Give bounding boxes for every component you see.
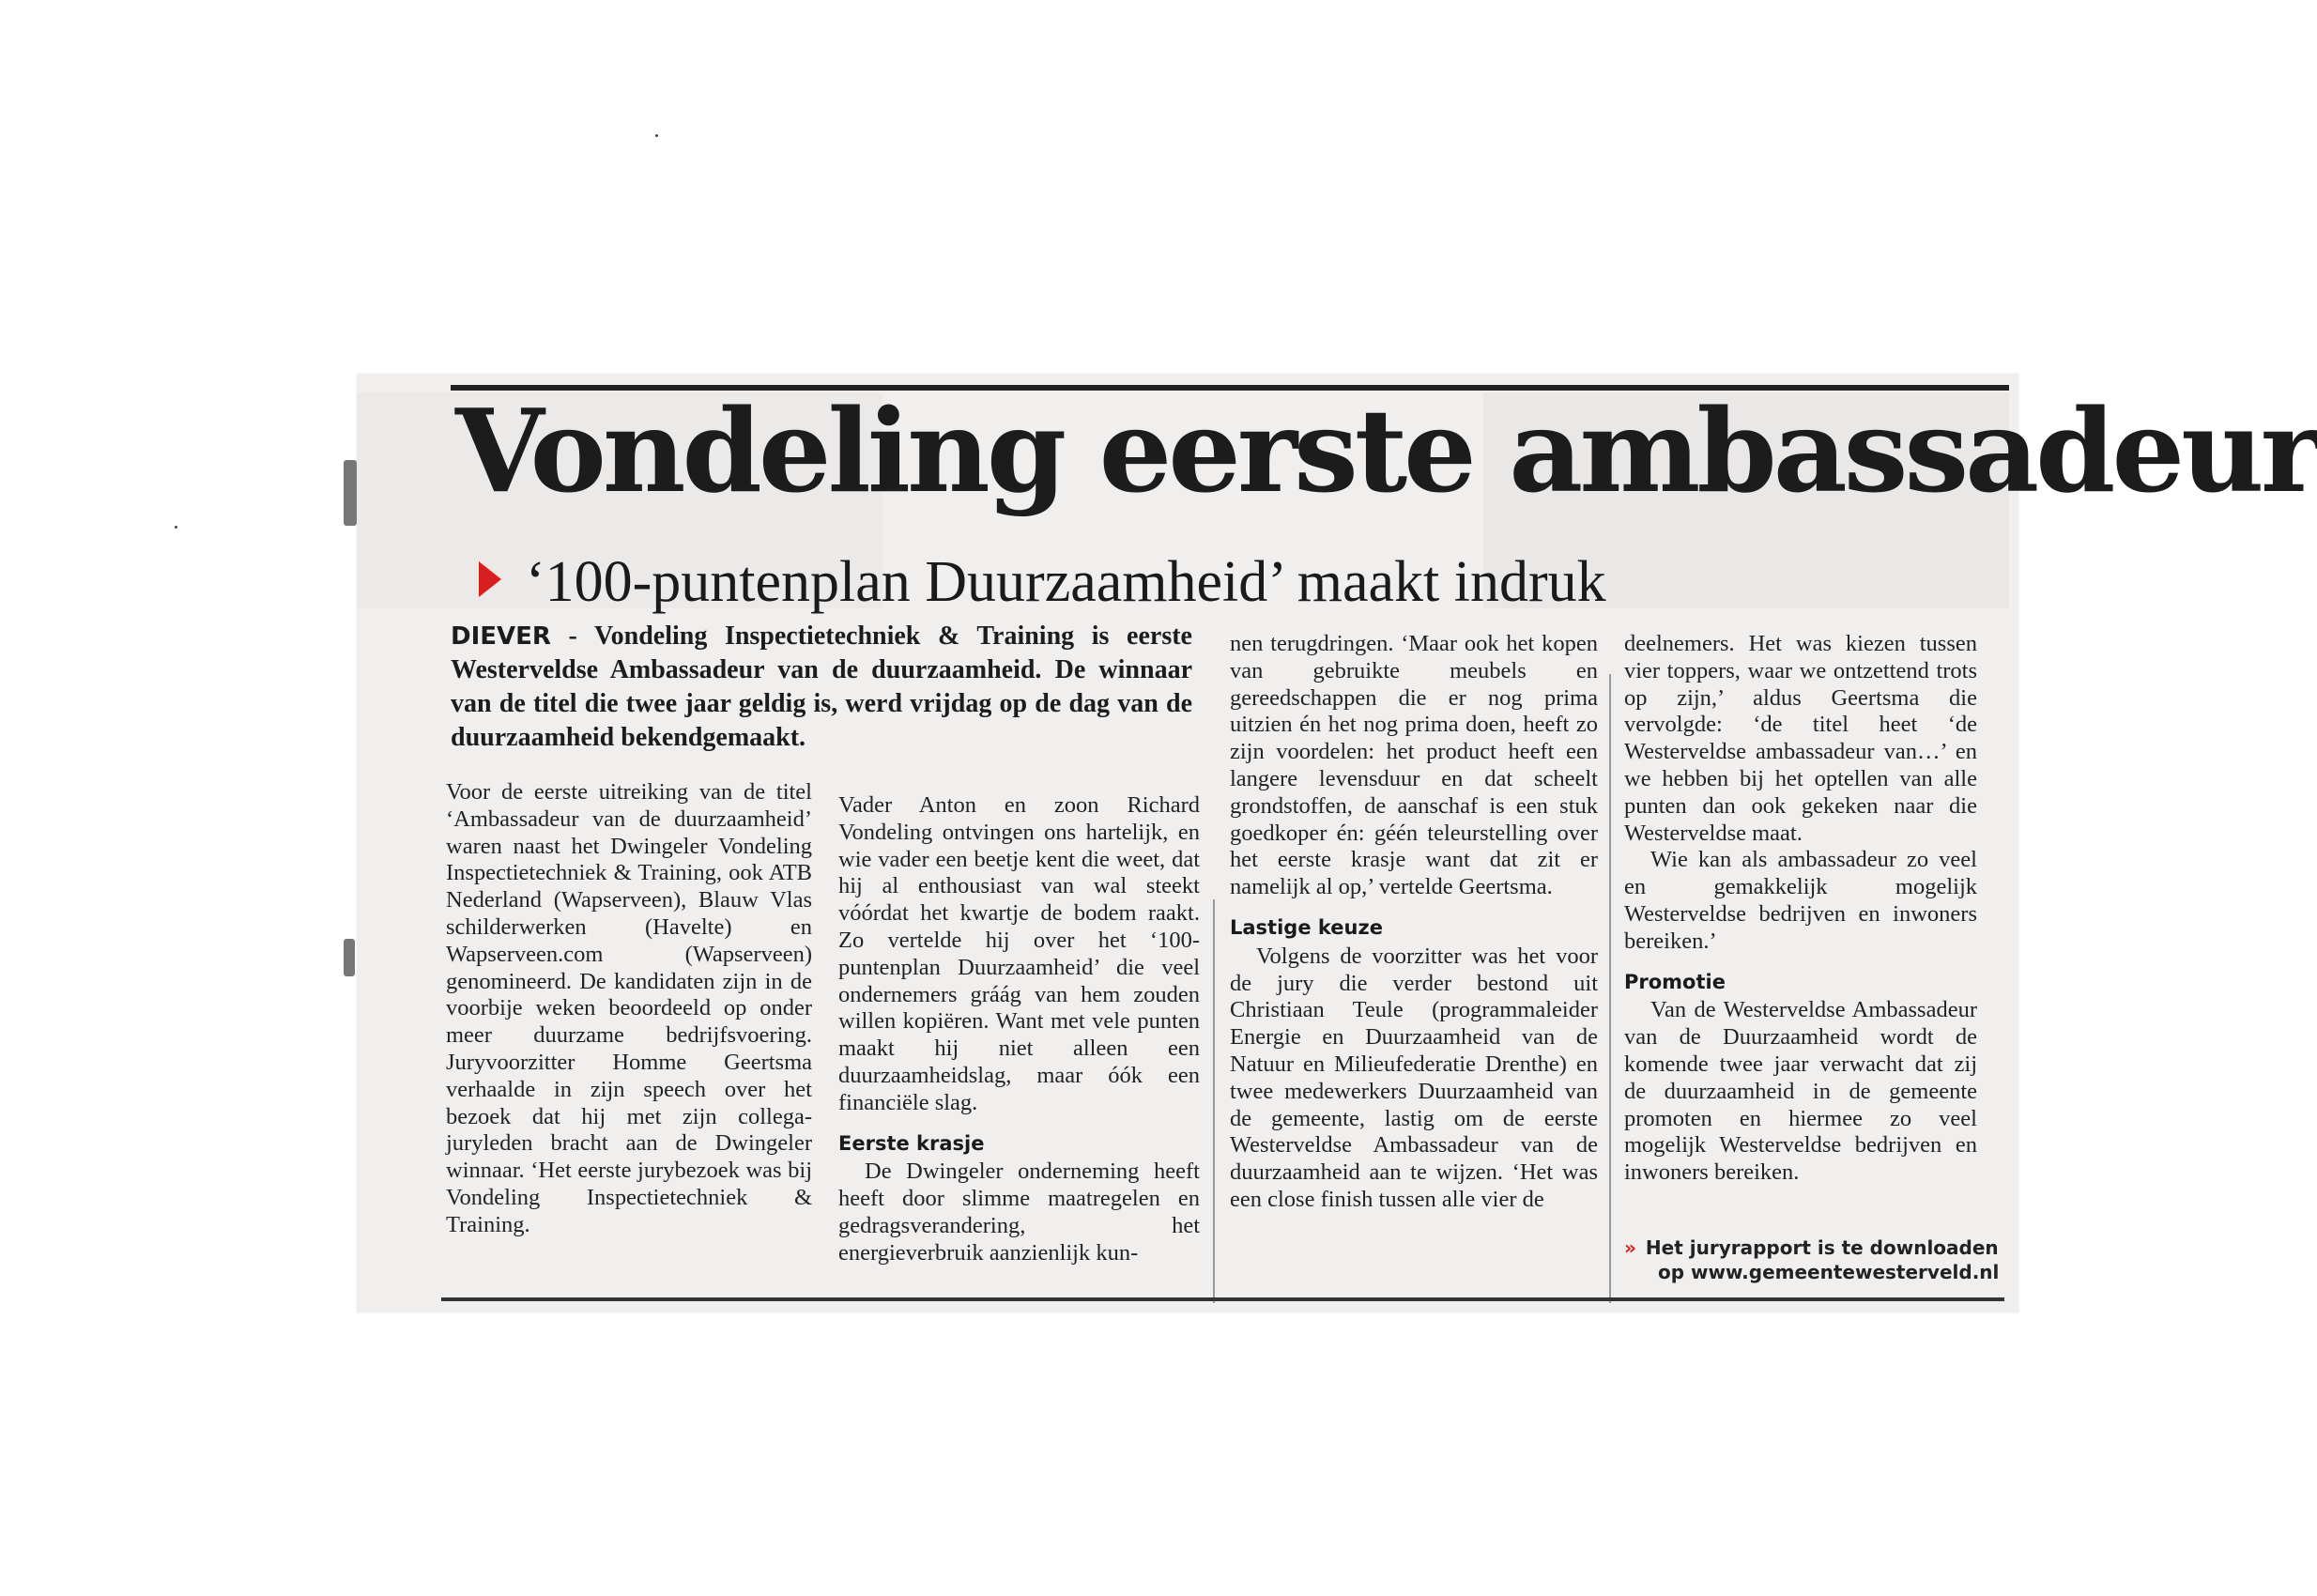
section-heading: Eerste krasje xyxy=(838,1131,985,1155)
footer-line-1: Het juryrapport is te downloaden xyxy=(1645,1236,1999,1259)
column-4 xyxy=(1624,631,1977,1187)
paragraph: Wie kan als ambassadeur zo veel en gemakkelijk mogelijk Westerveldse bedrijven en inwoners bereiken.’ xyxy=(1624,847,1977,954)
double-arrow-icon: » xyxy=(1624,1236,1636,1259)
intro-paragraph xyxy=(451,620,1192,755)
bottom-rule xyxy=(441,1297,2004,1301)
dust-speck xyxy=(655,134,658,137)
paragraph: nen terugdringen. ‘Maar ook het kopen van gebruikte meubels en gereedschappen die er nog prima uitzien én het nog prima doen, heeft zo zijn voordelen: het product heeft een langere levensduur en dat scheelt grondstoffen, de aanschaf is een stuk goedkoper én: géén teleurstelling over het eerste krasje want dat zit er namelijk al op,’ vertelde Geertsma. xyxy=(1230,631,1598,900)
scan-edge-mark xyxy=(344,939,355,976)
footer-line-2: op www.gemeentewesterveld.nl xyxy=(1658,1261,2000,1283)
jury-report-link[interactable] xyxy=(1624,1235,2000,1284)
paragraph: Voor de eerste uitreiking van de titel ‘Ambassadeur van de duurzaamheid’ waren naast het Dwingeler Vondeling Inspectietechniek & Training, ook ATB Nederland (Wapserveen), Blauw Vlas schilderwerken (Havelte) en Wapserveen.com (Wapserveen) genomineerd. De kandidaten zijn in de voorbije weken beoordeeld op onder meer duurzame bedrijfsvoering. Juryvoorzitter Homme Geertsma verhaalde in zijn speech over het bezoek dat hij met zijn collega-juryleden bracht aan de Dwingeler winnaar. ‘Het eerste jurybezoek was bij Vondeling Inspectietechniek & Training. xyxy=(446,779,812,1237)
paragraph: Volgens de voorzitter was het voor de jury die verder bestond uit Christiaan Teule (programmaleider Energie en Duurzaamheid van de Natuur en Milieufederatie Drenthe) en twee medewerkers Duurzaamheid van de gemeente, lastig om de eerste Westerveldse Ambassadeur van de duurzaamheid aan te wijzen. ‘Het was een close finish tussen alle vier de xyxy=(1230,943,1598,1212)
column-2 xyxy=(838,792,1200,1267)
paragraph: Van de Westerveldse Ambassadeur van de Duurzaamheid wordt de komende twee jaar verwacht dat zij de duurzaamheid in de gemeente promoten en hiermee zo veel mogelijk Westerveldse bedrijven en inwoners bereiken. xyxy=(1624,997,1977,1186)
paragraph: Vader Anton en zoon Richard Vondeling ontvingen ons hartelijk, en wie vader een beetje kent die weet, dat hij al enthousiast van wal steekt vóórdat het kwartje de bodem raakt. Zo vertelde hij over het ‘100-puntenplan Duurzaamheid’ die veel ondernemers gráág van hem zouden willen kopiëren. Want met vele punten maakt hij niet alleen een duurzaamheidslag, maar óók een financiële slag. xyxy=(838,792,1200,1115)
paragraph: De Dwingeler onderneming heeft heeft door slimme maatregelen en gedragsverandering, het energieverbruik aanzienlijk kun- xyxy=(838,1159,1200,1266)
paragraph: deelnemers. Het was kiezen tussen vier toppers, waar we ontzettend trots op zijn,’ aldus Geertsma die vervolgde: ‘de titel heet ‘de Westerveldse ambassadeur van…’ en we hebben bij het optellen van alle punten dan ook gekeken naar die Westerveldse maat. xyxy=(1624,631,1977,846)
column-3 xyxy=(1230,631,1598,1214)
column-divider xyxy=(1213,899,1215,1303)
dateline: DIEVER xyxy=(451,622,551,651)
subheadline-text: ‘100-puntenplan Duurzaamheid’ maakt indruk xyxy=(526,550,1606,614)
scan-edge-mark xyxy=(344,460,357,526)
section-heading: Promotie xyxy=(1624,970,1726,993)
column-1 xyxy=(446,779,812,1239)
section-heading: Lastige keuze xyxy=(1230,915,1383,939)
red-arrow-icon xyxy=(479,561,501,597)
headline: Vondeling eerste ambassadeur xyxy=(455,383,2317,518)
column-divider xyxy=(1609,674,1611,1303)
intro-text: - Vondeling Inspectietechniek & Training is eerste Westerveldse Ambassadeur van de duurzaamheid. De winnaar van de titel die twee jaar geldig is, werd vrijdag op de dag van de duurzaamheid bekendgemaakt. xyxy=(451,622,1192,752)
subheadline xyxy=(479,550,2000,614)
newspaper-clipping xyxy=(357,374,2317,1312)
dust-speck xyxy=(175,526,177,529)
